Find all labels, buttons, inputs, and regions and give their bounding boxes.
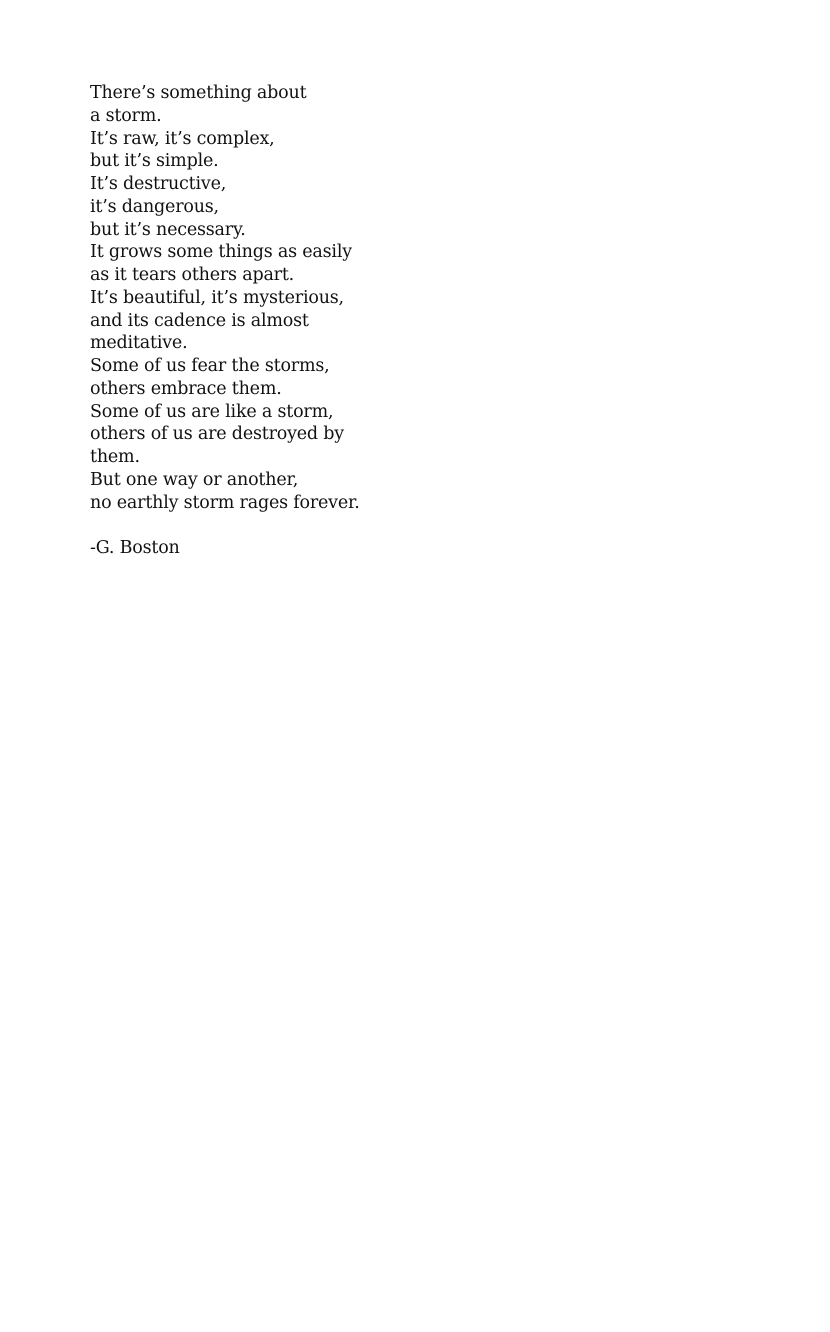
poem-line: It’s raw, it’s complex,: [90, 128, 275, 149]
poem-line: It grows some things as easily: [90, 242, 352, 263]
poem-line: It’s beautiful, it’s mysterious,: [90, 287, 344, 308]
poem-line: others embrace them.: [90, 378, 282, 399]
poem-line: There’s something about: [90, 83, 307, 103]
poem-line: Some of us fear the storms,: [90, 356, 330, 376]
poem-line: a storm.: [90, 105, 162, 126]
poem-line: meditative.: [90, 333, 188, 354]
poem-line: no earthly storm rages forever.: [90, 492, 360, 513]
poem-line: But one way or another,: [90, 469, 299, 490]
poem-line: but it’s simple.: [90, 151, 219, 172]
poem-text: [90, 82, 550, 560]
poem-line: others of us are destroyed by: [90, 424, 344, 445]
poem-line: It’s destructive,: [90, 174, 227, 194]
poem-line: but it’s necessary.: [90, 219, 246, 240]
poem-line: them.: [90, 447, 140, 467]
poem-line: it’s dangerous,: [90, 196, 219, 217]
poem-line: and its cadence is almost: [90, 310, 309, 331]
poem-line: as it tears others apart.: [90, 265, 295, 285]
poem-line: Some of us are like a storm,: [90, 401, 334, 422]
poem-signature: -G. Boston: [90, 538, 180, 558]
